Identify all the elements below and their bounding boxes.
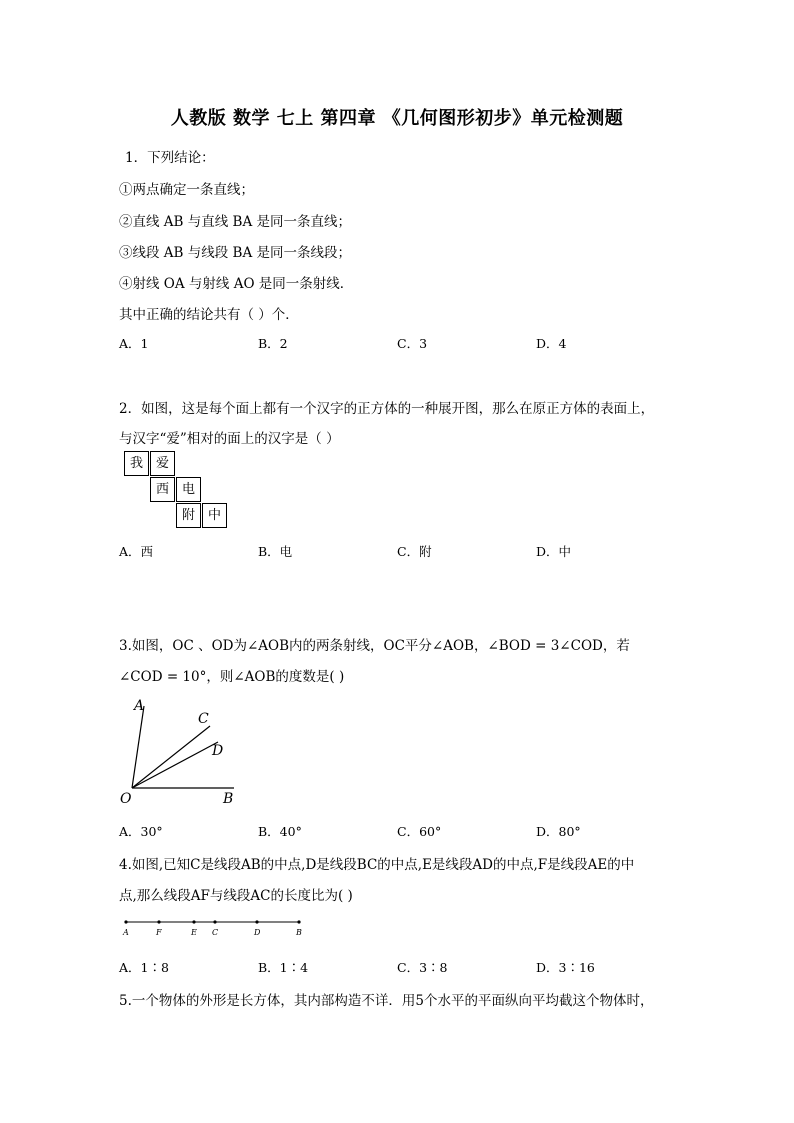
net-cell-1: 我 bbox=[124, 451, 149, 476]
angle-figure bbox=[112, 692, 252, 812]
q1-option-b: B．2 bbox=[258, 336, 288, 351]
label-point-d: D bbox=[254, 928, 261, 937]
q1-stem: 1．下列结论： bbox=[125, 150, 215, 166]
point-f bbox=[157, 920, 160, 923]
label-c: C bbox=[198, 711, 209, 727]
label-d: D bbox=[212, 743, 224, 759]
q1-question: 其中正确的结论共有（ ）个． bbox=[119, 307, 299, 323]
q2-option-d: D．中 bbox=[536, 544, 572, 559]
q4-line-2: 点,那么线段AF与线段AC的长度比为( ) bbox=[119, 888, 353, 904]
q3-option-d: D．80° bbox=[536, 824, 581, 839]
q1-option-a: A．1 bbox=[119, 336, 149, 351]
point-c bbox=[213, 920, 216, 923]
q2-option-a: A．西 bbox=[119, 544, 154, 559]
net-cell-2: 爱 bbox=[150, 451, 175, 476]
q5-line-1: 5.一个物体的外形是长方体，其内部构造不详．用5个水平的平面纵向平均截这个物体时， bbox=[119, 993, 654, 1009]
q1-item-2: ②直线 AB 与直线 BA 是同一条直线； bbox=[119, 214, 352, 230]
q3-line-2: ∠COD = 10°，则∠AOB的度数是( ) bbox=[119, 669, 345, 685]
label-point-c: C bbox=[212, 928, 219, 937]
net-cell-5: 附 bbox=[176, 503, 201, 528]
q4-option-d: D．3∶16 bbox=[536, 960, 595, 975]
q4-option-b: B．1∶4 bbox=[258, 960, 309, 975]
q1-option-c: C．3 bbox=[397, 336, 428, 351]
q2-option-b: B．电 bbox=[258, 544, 293, 559]
q3-line-1: 3.如图，OC 、OD为∠AOB内的两条射线，OC平分∠AOB，∠BOD = 3∠COD，若 bbox=[119, 638, 630, 654]
page-title: 人教版 数学 七上 第四章 《几何图形初步》单元检测题 bbox=[170, 108, 624, 129]
ray-od bbox=[132, 742, 218, 788]
label-o: O bbox=[120, 791, 132, 807]
point-e bbox=[192, 920, 195, 923]
q1-option-d: D．4 bbox=[536, 336, 567, 351]
q1-item-4: ④射线 OA 与射线 AO 是同一条射线． bbox=[119, 276, 354, 292]
ray-oa bbox=[132, 706, 144, 788]
point-d bbox=[255, 920, 258, 923]
q4-line-1: 4.如图,已知C是线段AB的中点,D是线段BC的中点,E是线段AD的中点,F是线段AE的中 bbox=[119, 857, 635, 873]
label-b: B bbox=[223, 791, 234, 807]
ray-oc bbox=[132, 726, 210, 788]
net-cell-3: 西 bbox=[150, 477, 175, 502]
point-b bbox=[297, 920, 300, 923]
q2-line-1: 2．如图，这是每个面上都有一个汉字的正方体的一种展开图，那么在原正方体的表面上， bbox=[119, 401, 655, 417]
q2-line-2: 与汉字“爱”相对的面上的汉字是（ ） bbox=[119, 431, 340, 447]
net-cell-4: 电 bbox=[176, 477, 201, 502]
q3-option-c: C．60° bbox=[397, 824, 442, 839]
label-a: A bbox=[134, 698, 145, 714]
label-point-f: F bbox=[156, 928, 162, 937]
q3-option-b: B．40° bbox=[258, 824, 302, 839]
point-a bbox=[124, 920, 127, 923]
q4-option-a: A．1∶8 bbox=[119, 960, 169, 975]
q2-option-c: C．附 bbox=[397, 544, 432, 559]
net-cell-6: 中 bbox=[202, 503, 227, 528]
q4-option-c: C．3∶8 bbox=[397, 960, 448, 975]
label-point-a: A bbox=[123, 928, 129, 937]
q1-item-3: ③线段 AB 与线段 BA 是同一条线段； bbox=[119, 245, 352, 261]
segment-figure bbox=[116, 914, 316, 938]
q3-option-a: A．30° bbox=[119, 824, 163, 839]
label-point-e: E bbox=[191, 928, 197, 937]
q1-item-1: ①两点确定一条直线； bbox=[119, 182, 254, 198]
label-point-b: B bbox=[296, 928, 302, 937]
